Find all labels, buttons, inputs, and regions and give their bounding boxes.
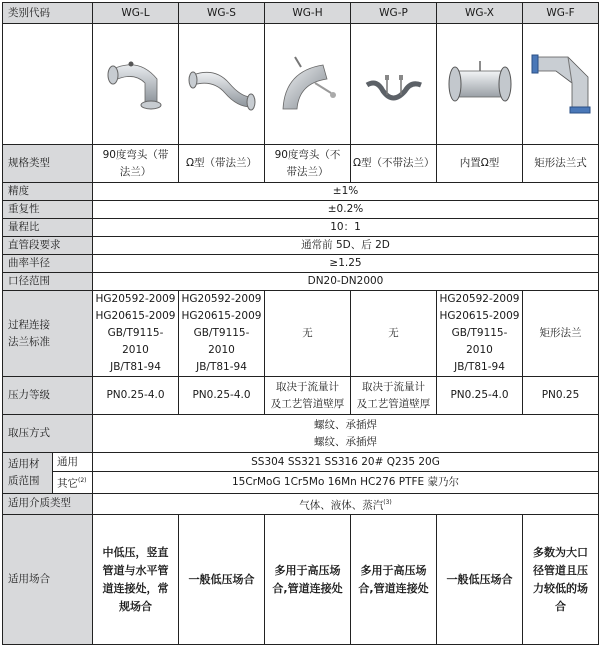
medium-row — [3, 493, 599, 515]
spec-type-wg-l: 90度弯头（带 法兰） — [93, 145, 179, 183]
image-cell-wg-h — [265, 24, 351, 145]
flange-standard-wg-l: HG20592-2009 HG20615-2009 GB/T9115-2010 JB/T81-94 — [93, 291, 179, 377]
flange-standard-label: 过程连接 法兰标准 — [3, 291, 93, 377]
code-wg-f: WG-F — [523, 3, 599, 24]
application-wg-p: 多用于高压场 合,管道连接处 — [351, 515, 437, 645]
curvature-label: 曲率半径 — [3, 255, 93, 273]
image-cell-wg-p — [351, 24, 437, 145]
pressure-method-value: 螺纹、承插焊 螺纹、承插焊 — [93, 415, 599, 453]
range-ratio-label: 量程比 — [3, 219, 93, 237]
repeatability-value: ±0.2% — [93, 201, 599, 219]
application-wg-l: 中低压，竖直 管道与水平管 道连接处，常 规场合 — [93, 515, 179, 645]
code-wg-x: WG-X — [437, 3, 523, 24]
accuracy-row — [3, 183, 599, 201]
material-other-row — [3, 472, 599, 494]
90-degree-elbow-no-flange-icon — [271, 49, 345, 119]
flange-standard-wg-p: 无 — [351, 291, 437, 377]
material-general-value: SS304 SS321 SS316 20# Q235 20G — [93, 453, 599, 472]
accuracy-label: 精度 — [3, 183, 93, 201]
material-other-label: 其它 — [57, 477, 78, 490]
flange-standard-wg-x: HG20592-2009 HG20615-2009 GB/T9115-2010 JB/T81-94 — [437, 291, 523, 377]
category-code-label: 类别代码 — [3, 3, 93, 24]
code-wg-h: WG-H — [265, 3, 351, 24]
pressure-wg-f: PN0.25 — [523, 377, 599, 415]
diameter-range-label: 口径范围 — [3, 273, 93, 291]
image-row — [3, 24, 599, 145]
spec-type-wg-p: Ω型（不带法兰） — [351, 145, 437, 183]
image-cell-wg-s — [179, 24, 265, 145]
omega-flanged-pipe-icon — [185, 49, 259, 119]
flange-standard-wg-h: 无 — [265, 291, 351, 377]
spec-type-wg-s: Ω型（带法兰） — [179, 145, 265, 183]
pressure-wg-h: 取决于流量计 及工艺管道壁厚 — [265, 377, 351, 415]
pressure-wg-x: PN0.25-4.0 — [437, 377, 523, 415]
application-label: 适用场合 — [3, 515, 93, 645]
straight-pipe-label: 直管段要求 — [3, 237, 93, 255]
90-degree-flanged-elbow-icon — [99, 49, 173, 119]
pressure-wg-p: 取决于流量计 及工艺管道壁厚 — [351, 377, 437, 415]
material-other-cell — [53, 472, 93, 494]
internal-omega-pipe-icon — [443, 49, 517, 119]
application-wg-f: 多数为大口 径管道且压 力较低的场 合 — [523, 515, 599, 645]
image-row-blank — [3, 24, 93, 145]
medium-value: 气体、液体、蒸汽 — [299, 499, 384, 511]
flange-standard-wg-s: HG20592-2009 HG20615-2009 GB/T9115-2010 JB/T81-94 — [179, 291, 265, 377]
material-general-label: 通用 — [53, 453, 93, 472]
repeatability-label: 重复性 — [3, 201, 93, 219]
spec-type-wg-x: 内置Ω型 — [437, 145, 523, 183]
straight-pipe-value: 通常前 5D、后 2D — [93, 237, 599, 255]
medium-label: 适用介质类型 — [3, 493, 93, 515]
application-wg-s: 一般低压场合 — [179, 515, 265, 645]
range-ratio-value: 10：1 — [93, 219, 599, 237]
medium-note: (3) — [383, 498, 392, 506]
accuracy-value: ±1% — [93, 183, 599, 201]
pressure-wg-l: PN0.25-4.0 — [93, 377, 179, 415]
spec-type-wg-h: 90度弯头（不 带法兰） — [265, 145, 351, 183]
spec-type-wg-f: 矩形法兰式 — [523, 145, 599, 183]
pressure-wg-s: PN0.25-4.0 — [179, 377, 265, 415]
spec-type-label: 规格类型 — [3, 145, 93, 183]
diameter-range-value: DN20-DN2000 — [93, 273, 599, 291]
image-cell-wg-x — [437, 24, 523, 145]
pressure-method-label: 取压方式 — [3, 415, 93, 453]
material-label: 适用材 质范围 — [3, 453, 53, 494]
material-other-value: 15CrMoG 1Cr5Mo 16Mn HC276 PTFE 蒙乃尔 — [93, 472, 599, 494]
material-general-row — [3, 453, 599, 472]
header-row — [3, 3, 599, 24]
omega-pipe-no-flange-icon — [357, 49, 431, 119]
application-wg-x: 一般低压场合 — [437, 515, 523, 645]
repeatability-row — [3, 201, 599, 219]
code-wg-p: WG-P — [351, 3, 437, 24]
spec-table — [2, 2, 599, 645]
straight-pipe-row — [3, 237, 599, 255]
diameter-range-row — [3, 273, 599, 291]
application-row — [3, 515, 599, 645]
image-cell-wg-f — [523, 24, 599, 145]
flange-standard-row — [3, 291, 599, 377]
pressure-method-row — [3, 415, 599, 453]
pressure-label: 压力等级 — [3, 377, 93, 415]
range-ratio-row — [3, 219, 599, 237]
image-cell-wg-l — [93, 24, 179, 145]
curvature-value: ≥1.25 — [93, 255, 599, 273]
code-wg-l: WG-L — [93, 3, 179, 24]
medium-cell — [93, 493, 599, 515]
flange-standard-wg-f: 矩形法兰 — [523, 291, 599, 377]
pressure-row — [3, 377, 599, 415]
application-wg-h: 多用于高压场 合,管道连接处 — [265, 515, 351, 645]
curvature-row — [3, 255, 599, 273]
rectangular-flanged-duct-icon — [528, 47, 594, 121]
spec-type-row — [3, 145, 599, 183]
material-other-note: (2) — [78, 477, 87, 484]
code-wg-s: WG-S — [179, 3, 265, 24]
